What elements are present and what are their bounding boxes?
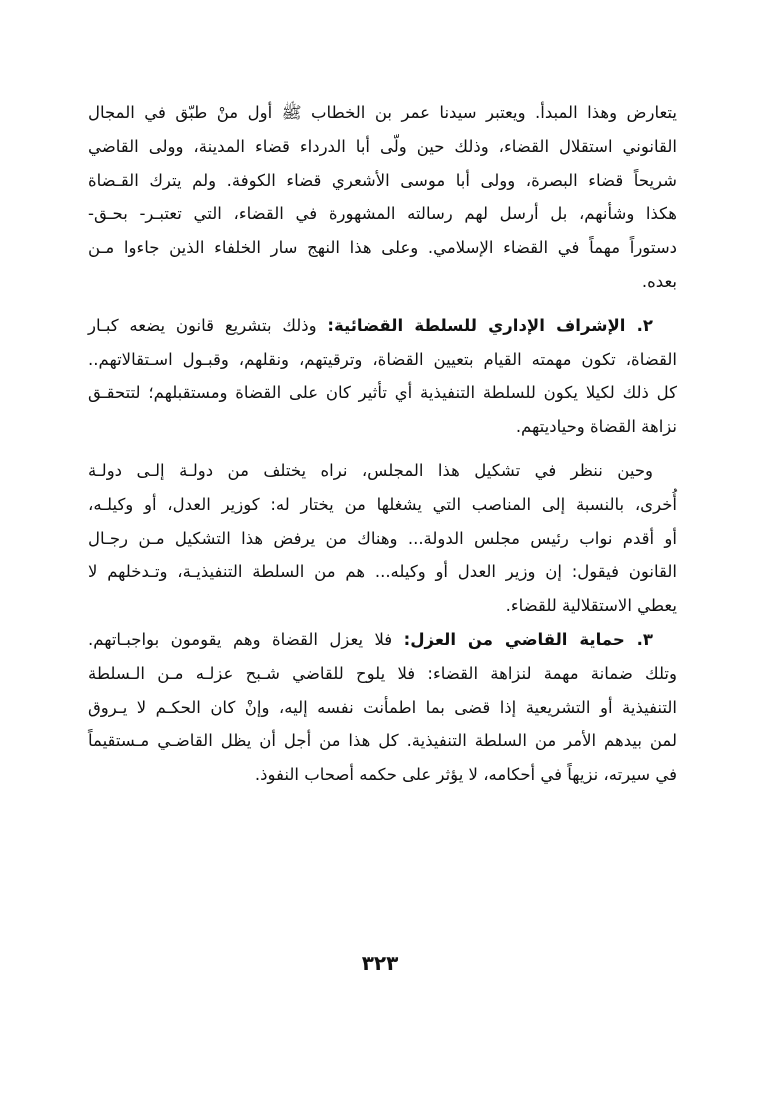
text-line: وتلك ضمانة مهمة لنزاهة القضاء: فلا يلوح للقاضي شـبح عزلـه مـن الـسلطة <box>88 663 677 683</box>
text-line: بعده. <box>641 271 677 291</box>
text-line: يعطي الاستقلالية للقضاء. <box>505 596 677 616</box>
document-body <box>88 96 677 792</box>
text-line: شريحاً قضاء البصرة، وولى أبا موسى الأشعري قضاء الكوفة. ولم يترك القـضاة <box>88 170 677 190</box>
text-line: وحين ننظر في تشكيل هذا المجلس، نراه يختلف من دولـة إلـى دولـة <box>88 460 653 480</box>
text-line: هكذا وشأنهم، بل أرسل لهم رسالته المشهورة في القضاء، التي تعتبـر- بحـق- <box>88 204 677 224</box>
text-line: دستوراً مهماً في القضاء الإسلامي. وعلى هذا النهج سار الخلفاء الذين جاءوا مـن <box>88 238 677 258</box>
section-heading-line <box>88 623 677 657</box>
text-line: أو أقدم نواب رئيس مجلس الدولة... وهناك من يرفض هذا التشكيل مـن رجـال <box>88 528 677 548</box>
text-line: وذلك بتشريع قانون يضعه كبـار <box>88 315 317 335</box>
section-heading: ٣. حماية القاضي من العزل: <box>403 629 653 649</box>
text-line: يتعارض وهذا المبدأ. ويعتبر سيدنا عمر بن الخطاب ﷺ أول منْ طبّق في المجال <box>88 103 677 122</box>
text-line: فلا يعزل القضاة وهم يقومون بواجبـاتهم. <box>88 629 393 649</box>
text-line: لمن بيدهم الأمر من السلطة التنفيذية. كل هذا من أجل أن يظل القاضـي مـستقيماً <box>88 731 677 751</box>
paragraph-caliph-omar <box>88 96 677 299</box>
text-line: نزاهة القضاة وحياديتهم. <box>515 417 677 437</box>
section-administrative-supervision <box>88 309 677 444</box>
text-line: القانون فيقول: إن وزير العدل أو وكيله... هم من السلطة التنفيذيـة، وتـدخلهم لا <box>88 562 677 582</box>
text-line: في سيرته، نزيهاً في أحكامه، لا يؤثر على حكمه أصحاب النفوذ. <box>254 765 677 785</box>
section-judge-protection <box>88 623 677 792</box>
section-heading: ٢. الإشراف الإداري للسلطة القضائية: <box>327 315 653 335</box>
section-heading-line <box>88 309 677 343</box>
text-line: التنفيذية أو التشريعية إذا قضى بما اطمأنت نفسه إليه، وإنْ كان الحكـم لا يـروق <box>88 697 677 717</box>
text-line: كل ذلك لكيلا يكون للسلطة التنفيذية أي تأثير كان على القضاة ومستقبلهم؛ لتتحقـق <box>88 383 677 403</box>
text-line: القضاة، تكون مهمته القيام بتعيين القضاة، وترقيتهم، ونقلهم، وقبـول اسـتقالاتهم.. <box>88 349 677 369</box>
paragraph-council-formation <box>88 454 677 623</box>
text-line: القانوني استقلال القضاء، وذلك حين ولّى أبا الدرداء قضاء المدينة، وولى القاضي <box>88 136 677 156</box>
text-line: أُخرى، بالنسبة إلى المناصب التي يشغلها من يختار له: كوزير العدل، أو وكيلـه، <box>88 494 677 514</box>
page-number: ٣٢٣ <box>361 951 399 975</box>
